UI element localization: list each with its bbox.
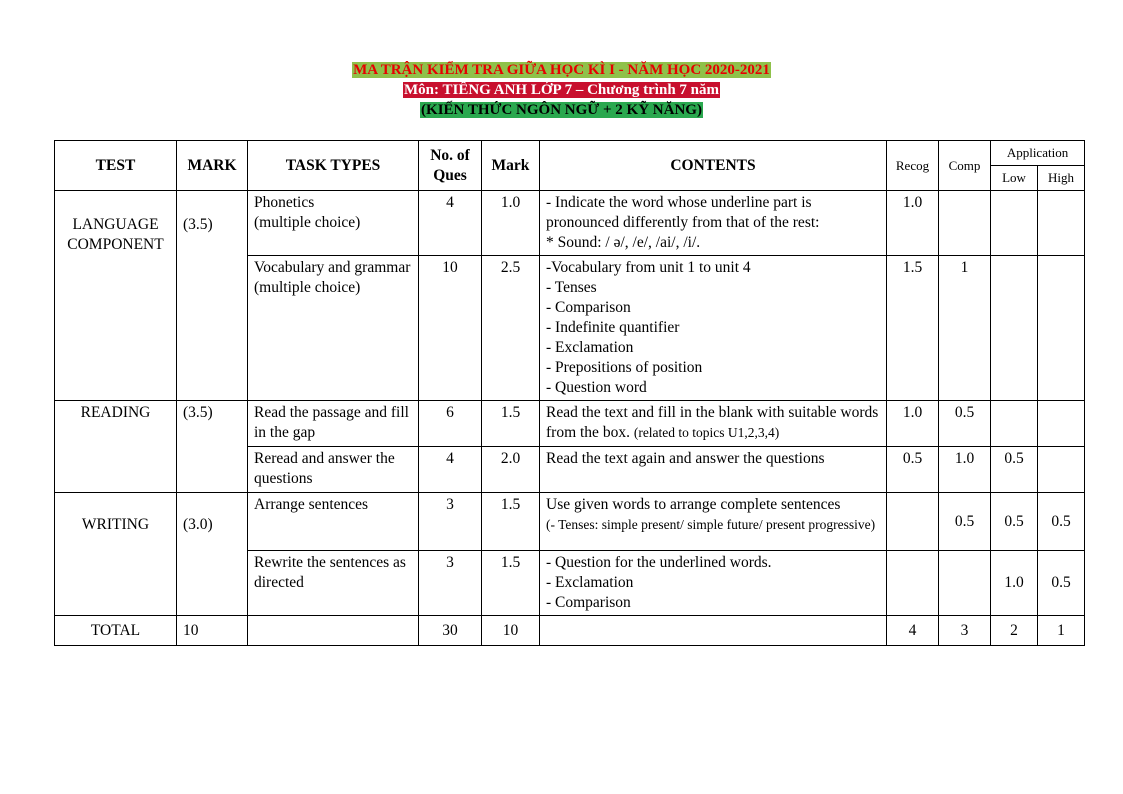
recog-writing-rewrite (887, 551, 939, 616)
comp-writing-rewrite (939, 551, 991, 616)
recog-vocab: 1.5 (887, 256, 939, 401)
task-vocab: Vocabulary and grammar (multiple choice) (248, 256, 419, 401)
total-low: 2 (991, 616, 1038, 646)
high-reading-fill (1038, 401, 1085, 447)
section-writing-test: WRITING (55, 493, 177, 616)
low-writing-rewrite: 1.0 (991, 551, 1038, 616)
low-vocab (991, 256, 1038, 401)
mark-vocab: 2.5 (482, 256, 540, 401)
header-application: Application (991, 141, 1085, 166)
total-high: 1 (1038, 616, 1085, 646)
section-language-mark: (3.5) (177, 191, 248, 401)
section-language-test: LANGUAGE COMPONENT (55, 191, 177, 401)
header-mark-2: Mark (482, 141, 540, 191)
header-no-of-ques: No. of Ques (419, 141, 482, 191)
mark-reading-fill: 1.5 (482, 401, 540, 447)
total-label: TOTAL (55, 616, 177, 646)
table-row (55, 401, 1085, 447)
section-reading-mark: (3.5) (177, 401, 248, 493)
total-mark: 10 (177, 616, 248, 646)
header-row (55, 141, 1085, 166)
low-phonetics (991, 191, 1038, 256)
mark-reading-answer: 2.0 (482, 447, 540, 493)
header-task-types: TASK TYPES (248, 141, 419, 191)
contents-reading-answer: Read the text again and answer the questions (540, 447, 887, 493)
ques-writing-arrange: 3 (419, 493, 482, 551)
header-low: Low (991, 166, 1038, 191)
contents-reading-fill: Read the text and fill in the blank with suitable words from the box. (related to topics U1,2,3,4) (540, 401, 887, 447)
total-row (55, 616, 1085, 646)
contents-vocab: -Vocabulary from unit 1 to unit 4 - Tenses - Comparison - Indefinite quantifier - Exclamation - Prepositions of position - Question word (540, 256, 887, 401)
high-writing-arrange: 0.5 (1038, 493, 1085, 551)
recog-reading-answer: 0.5 (887, 447, 939, 493)
total-contents (540, 616, 887, 646)
total-ques: 30 (419, 616, 482, 646)
total-comp: 3 (939, 616, 991, 646)
ques-writing-rewrite: 3 (419, 551, 482, 616)
title-line-1: MA TRẬN KIỂM TRA GIỮA HỌC KÌ I - NĂM HỌC 2020-2021 (353, 62, 770, 78)
task-writing-arrange: Arrange sentences (248, 493, 419, 551)
comp-writing-arrange: 0.5 (939, 493, 991, 551)
high-writing-rewrite: 0.5 (1038, 551, 1085, 616)
total-task (248, 616, 419, 646)
document-titles (0, 60, 1123, 120)
mark-writing-arrange: 1.5 (482, 493, 540, 551)
recog-writing-arrange (887, 493, 939, 551)
high-reading-answer (1038, 447, 1085, 493)
contents-phonetics: - Indicate the word whose underline part is pronounced differently from that of the rest: * Sound: / ə/, /e/, /ai/, /i/. (540, 191, 887, 256)
test-matrix-table (54, 140, 1085, 646)
ques-reading-fill: 6 (419, 401, 482, 447)
header-contents: CONTENTS (540, 141, 887, 191)
task-reading-answer: Reread and answer the questions (248, 447, 419, 493)
total-recog: 4 (887, 616, 939, 646)
task-reading-fill: Read the passage and fill in the gap (248, 401, 419, 447)
mark-writing-rewrite: 1.5 (482, 551, 540, 616)
contents-writing-arrange-note: (- Tenses: simple present/ simple future/ present progressive) (546, 517, 876, 532)
section-reading-test: READING (55, 401, 177, 493)
task-writing-rewrite: Rewrite the sentences as directed (248, 551, 419, 616)
contents-reading-fill-note: (related to topics U1,2,3,4) (633, 425, 780, 440)
ques-reading-answer: 4 (419, 447, 482, 493)
ques-vocab: 10 (419, 256, 482, 401)
comp-vocab: 1 (939, 256, 991, 401)
header-mark: MARK (177, 141, 248, 191)
header-comp: Comp (939, 141, 991, 191)
recog-reading-fill: 1.0 (887, 401, 939, 447)
low-reading-answer: 0.5 (991, 447, 1038, 493)
low-reading-fill (991, 401, 1038, 447)
header-recog: Recog (887, 141, 939, 191)
task-phonetics: Phonetics (multiple choice) (248, 191, 419, 256)
header-high: High (1038, 166, 1085, 191)
low-writing-arrange: 0.5 (991, 493, 1038, 551)
ques-phonetics: 4 (419, 191, 482, 256)
table-row (55, 191, 1085, 256)
mark-phonetics: 1.0 (482, 191, 540, 256)
title-line-2: Môn: TIẾNG ANH LỚP 7 – Chương trình 7 năm (404, 82, 719, 98)
title-line-3: (KIẾN THỨC NGÔN NGỮ + 2 KỸ NĂNG) (421, 102, 702, 118)
section-writing-mark: (3.0) (177, 493, 248, 616)
comp-reading-answer: 1.0 (939, 447, 991, 493)
header-test: TEST (55, 141, 177, 191)
comp-reading-fill: 0.5 (939, 401, 991, 447)
recog-phonetics: 1.0 (887, 191, 939, 256)
total-mark-2: 10 (482, 616, 540, 646)
comp-phonetics (939, 191, 991, 256)
table-row (55, 493, 1085, 551)
high-vocab (1038, 256, 1085, 401)
high-phonetics (1038, 191, 1085, 256)
contents-writing-arrange: Use given words to arrange complete sentences (- Tenses: simple present/ simple future/ present progressive) (540, 493, 887, 551)
contents-writing-rewrite: - Question for the underlined words. - Exclamation - Comparison (540, 551, 887, 616)
